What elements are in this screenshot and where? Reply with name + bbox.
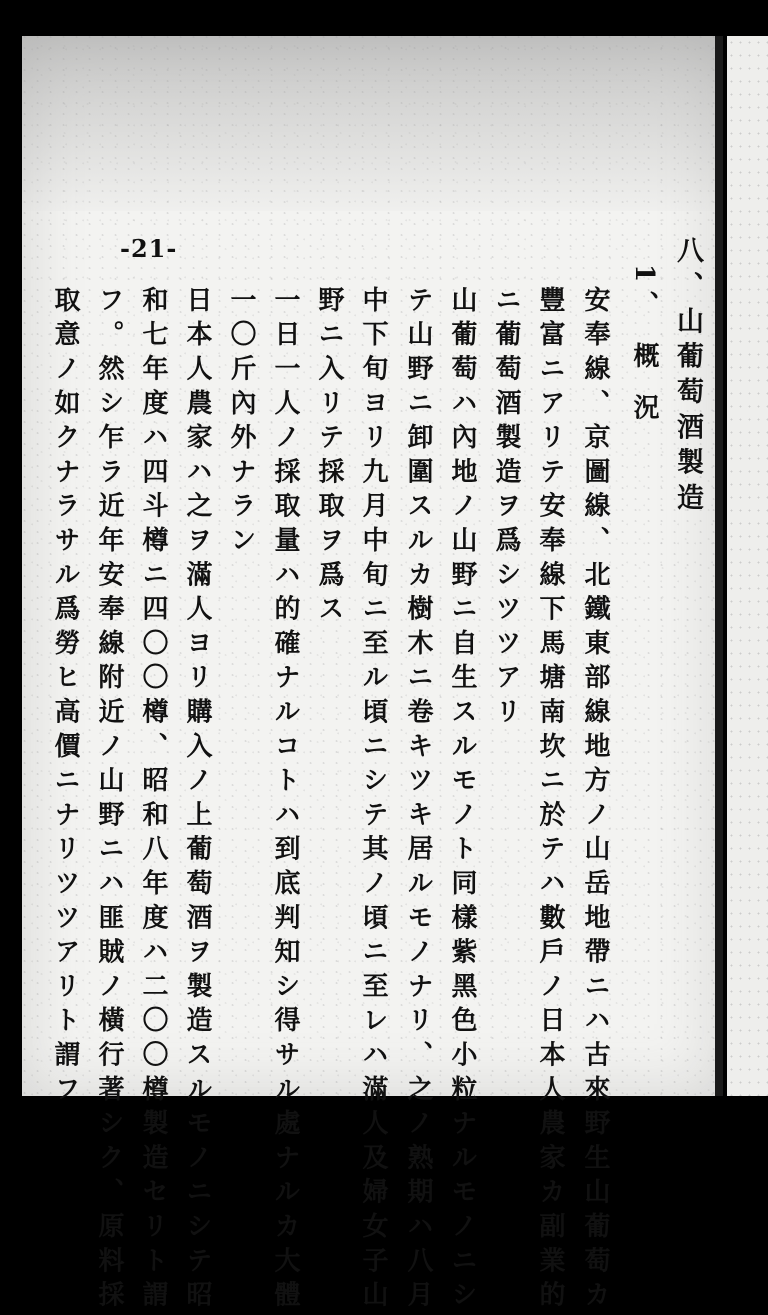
text-line-11: 和七年度ハ四斗樽ニ四〇〇樽、昭和八年度ハ二〇〇樽製造セリト謂 [138, 286, 168, 1315]
text-line-10: 日本人農家ハ之ヲ滿人ヨリ購入ノ上葡萄酒ヲ製造スルモノニシテ昭 [182, 286, 212, 1315]
text-line-9: 一〇斤內外ナラン [226, 286, 256, 561]
text-line-6: 中下旬ヨリ九月中旬ニ至ル頃ニシテ其ノ頃ニ至レハ滿人及婦女子山 [358, 286, 388, 1315]
text-line-3: ニ葡萄酒製造ヲ爲シツツアリ [491, 286, 521, 732]
text-line-8: 一日一人ノ採取量ハ的確ナルコトハ到底判知シ得サル處ナルカ大體 [270, 286, 300, 1315]
text-line-1: 安奉線、京圖線、北鐵東部線地方ノ山岳地帶ニハ古來野生山葡萄カ [580, 286, 610, 1315]
document-page [22, 36, 720, 1315]
adjacent-page-edge [727, 36, 768, 1096]
text-line-12: フ。然シ乍ラ近年安奉線附近ノ山野ニハ匪賊ノ橫行著シク、原料採 [94, 286, 124, 1315]
text-line-4: 山葡萄ハ內地ノ山野ニ自生スルモノト同樣紫黑色小粒ナルモノニシ [447, 286, 477, 1315]
page-number: -21- [120, 234, 178, 263]
text-line-2: 豐富ニアリテ安奉線下馬塘南坎ニ於テハ數戶ノ日本人農家カ副業的 [535, 286, 565, 1315]
text-line-7: 野ニ入リテ採取ヲ爲ス [314, 286, 344, 629]
text-line-13: 取意ノ如クナラサル爲勞ヒ高價ニナリツツアリト謂フ [50, 286, 80, 1110]
book-spine-shadow [715, 36, 723, 1096]
subsection-heading: 1、 概 況 [629, 264, 659, 428]
section-title: 八、山葡萄酒製造 [672, 236, 703, 519]
text-line-5: テ山野ニ卸圍スルカ樹木ニ卷キツキ居ルモノナリ、之ノ熟期ハ八月 [403, 286, 433, 1315]
